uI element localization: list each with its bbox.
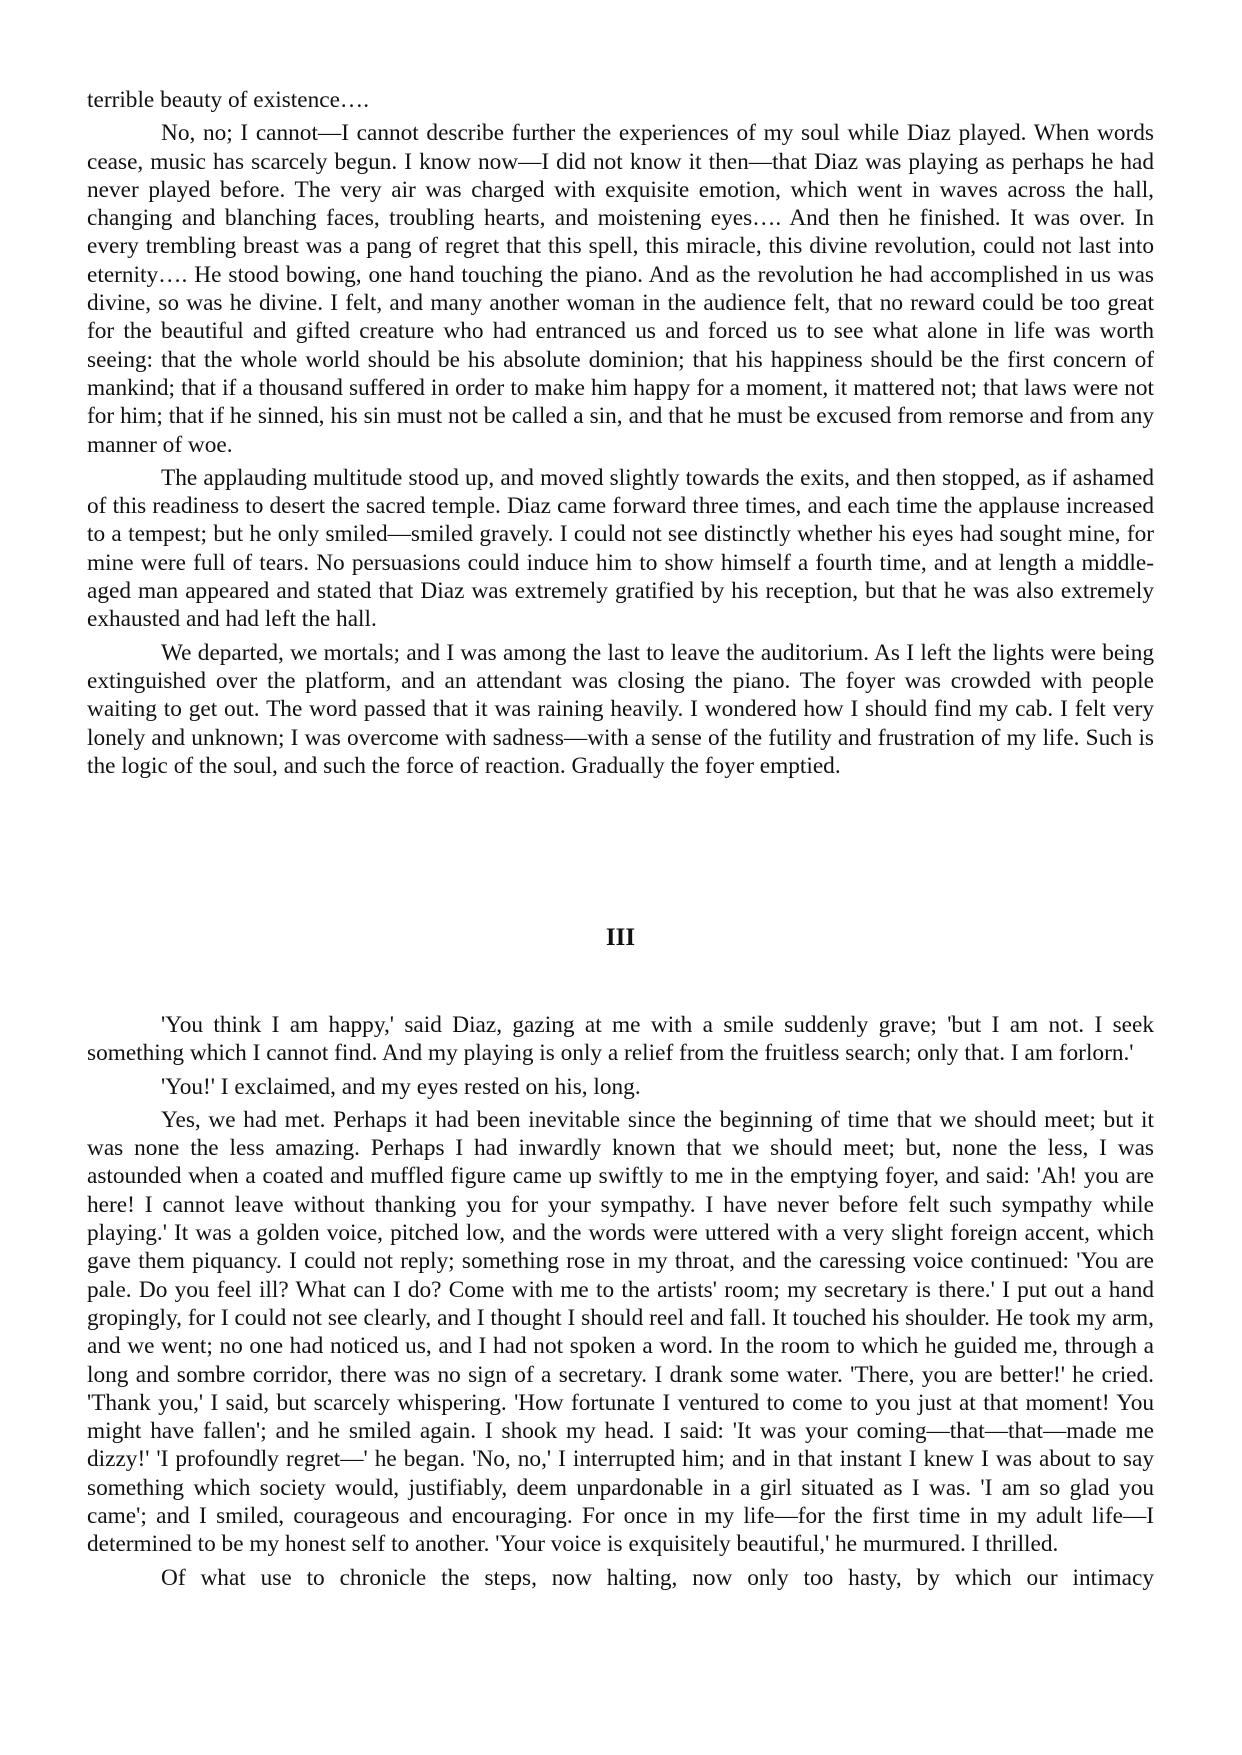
paragraph: 'You think I am happy,' said Diaz, gazing at me with a smile suddenly grave; 'but I am not. I seek something which I cannot find. And my playing is only a relief from the fruitless search; only that. I am forlorn.' [87,1012,1154,1067]
text-body-before [87,86,1154,785]
text-body-after [87,1011,1154,1597]
paragraph: Of what use to chronicle the steps, now halting, now only too hasty, by which our intimacy [161,1564,1154,1591]
paragraph: No, no; I cannot—I cannot describe further the experiences of my soul while Diaz played. When words cease, music has scarcely begun. I know now—I did not know it then—that Diaz was playing as perhaps he had never played before. The very air was charged with exquisite emotion, which went in waves across the hall, changing and blanching faces, troubling hearts, and moistening eyes…. And then he finished. It was over. In every trembling breast was a pang of regret that this spell, this miracle, this divine revolution, could not last into eternity…. He stood bowing, one hand touching the piano. And as the revolution he had accomplished in us was divine, so was he divine. I felt, and many another woman in the audience felt, that no reward could be too great for the beautiful and gifted creature who had entranced us and forced us to see what alone in life was worth seeing: that the whole world should be his absolute dominion; that his happiness should be the first concern of mankind; that if a thousand suffered in order to make him happy for a moment, it mattered not; that laws were not for him; that if he sinned, his sin must not be called a sin, and that he must be excused from remorse and from any manner of woe. [87,120,1154,458]
paragraph: Yes, we had met. Perhaps it had been inevitable since the beginning of time that we should meet; but it was none the less amazing. Perhaps I had inwardly known that we should meet; but, none the less, I was astounded when a coated and muffled figure came up swiftly to me in the emptying foyer, and said: 'Ah! you are here! I cannot leave without thanking you for your sympathy. I have never before felt such sympathy while playing.' It was a golden voice, pitched low, and the words were uttered with a very slight foreign accent, which gave them piquancy. I could not reply; something rose in my throat, and the caressing voice continued: 'You are pale. Do you feel ill? What can I do? Come with me to the artists' room; my secretary is there.' I put out a hand gropingly, for I could not see clearly, and I thought I should reel and fall. It touched his shoulder. He took my arm, and we went; no one had noticed us, and I had not spoken a word. In the room to which he guided me, through a long and sombre corridor, there was no sign of a secretary. I drank some water. 'There, you are better!' he cried. 'Thank you,' I said, but scarcely whispering. 'How fortunate I ventured to come to you just at that moment! You might have fallen'; and he smiled again. I shook my head. I said: 'It was your coming—that—that—made me dizzy!' 'I profoundly regret—' he began. 'No, no,' I interrupted him; and in that instant I knew I was about to say something which society would, justifiably, deem unpardonable in a girl situated as I was. 'I am so glad you came'; and I smiled, courageous and encouraging. For once in my life—for the first time in my adult life—I determined to be my honest self to another. 'Your voice is exquisitely beautiful,' he murmured. I thrilled. [87,1106,1154,1558]
paragraph: We departed, we mortals; and I was among the last to leave the auditorium. As I left the lights were being extinguished over the platform, and an attendant was closing the piano. The foyer was crowded with people waiting to get out. The word passed that it was raining heavily. I wondered how I should find my cab. I felt very lonely and unknown; I was overcome with sadness—with a sense of the futility and frustration of my life. Such is the logic of the soul, and such the force of reaction. Gradually the foyer emptied. [87,639,1154,779]
paragraph-continuation: terrible beauty of existence…. [87,87,370,113]
paragraph: 'You!' I exclaimed, and my eyes rested on his, long. [161,1073,641,1100]
chapter-heading: III [605,924,636,951]
paragraph: The applauding multitude stood up, and moved slightly towards the exits, and then stopped, as if ashamed of this readiness to desert the sacred temple. Diaz came forward three times, and each time the applause increased to a tempest; but he only smiled—smiled gravely. I could not see distinctly whether his eyes had sought mine, for mine were full of tears. No persuasions could induce him to show himself a fourth time, and at length a middle-aged man appeared and stated that Diaz was extremely gratified by his reception, but that he was also extremely exhausted and had left the hall. [87,464,1154,633]
